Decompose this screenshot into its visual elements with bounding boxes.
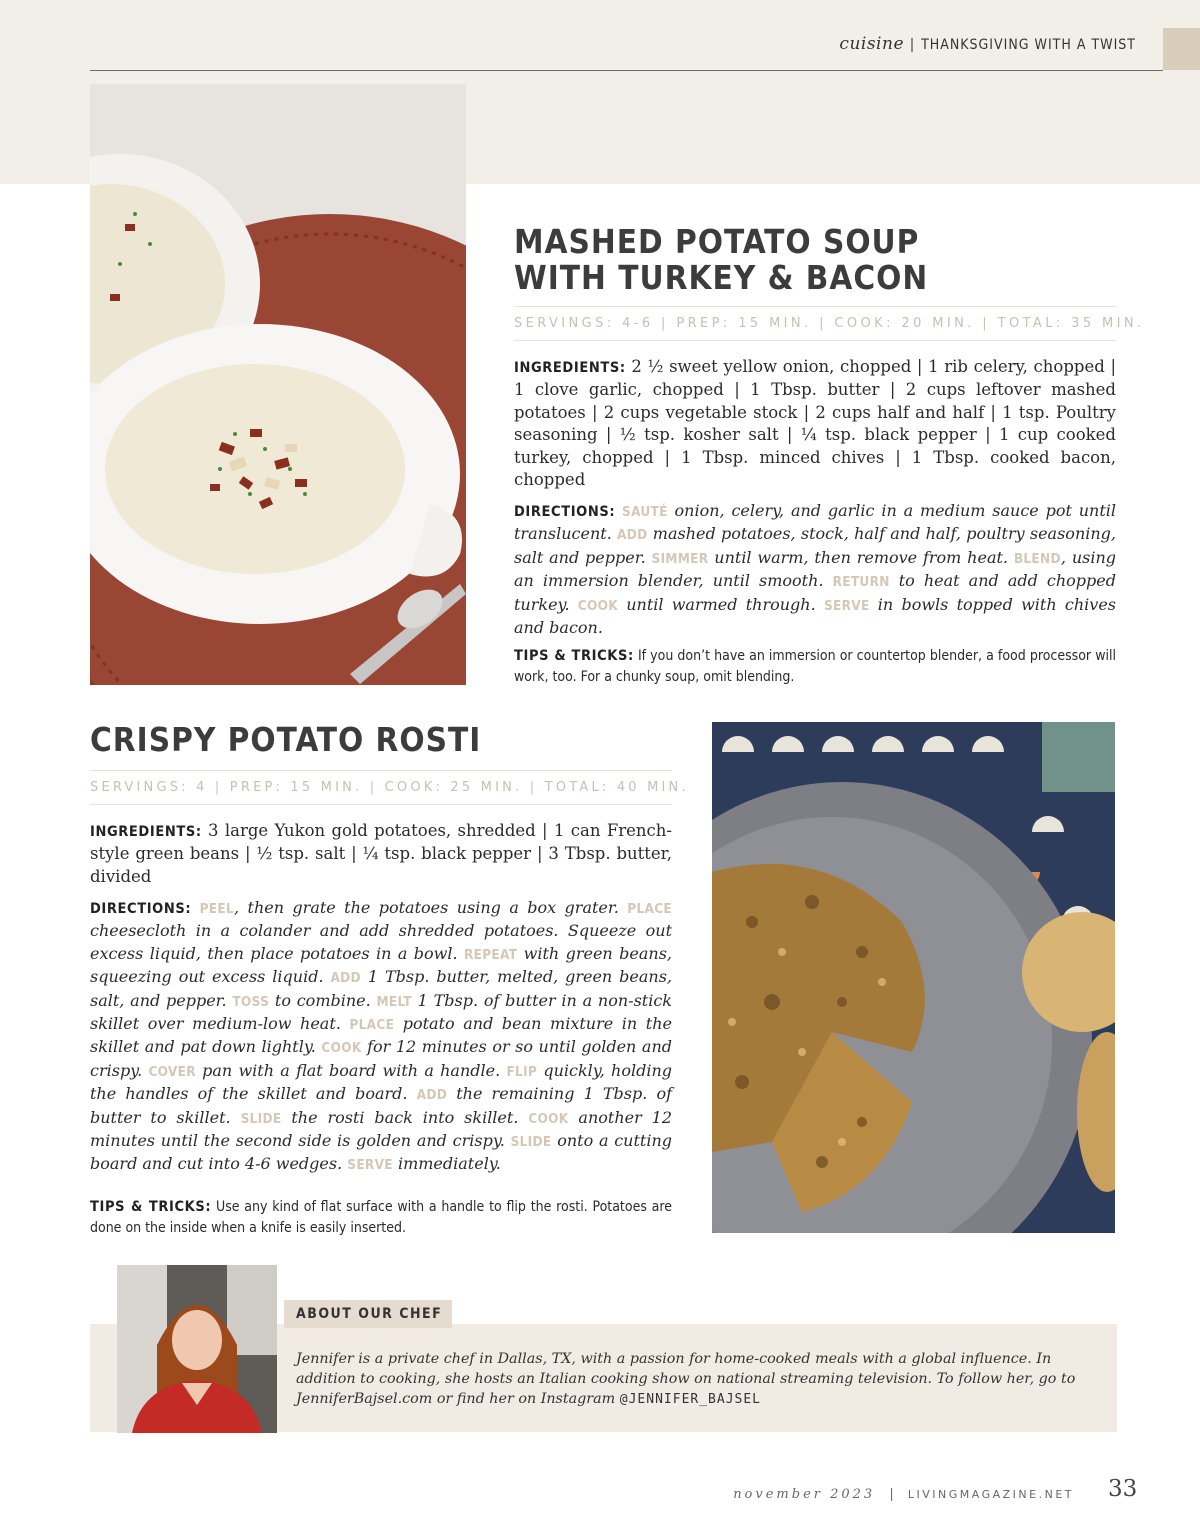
recipe1-directions <box>514 500 1116 639</box>
r2-step-text: immediately. <box>392 1154 501 1174</box>
chef-bio-text: Jennifer is a private chef in Dallas, TX, with a passion for home-cooked meals with a global influence. In addition to cooking, she hosts an Italian cooking show on national streaming television. To follow her, go to JenniferBajsel.com or find her on Instagram <box>296 1351 1076 1407</box>
r2-step-text: another 12 minutes until the second side is golden and crispy. <box>90 1107 673 1151</box>
r2-step-text: cheesecloth in a colander and add shredded potatoes. Squeeze out excess liquid, then place potatoes in a bowl. <box>90 921 672 963</box>
chef-photo <box>117 1265 277 1433</box>
recipe2-title: CRISPY POTATO ROSTI <box>90 720 482 759</box>
r2-step-0 <box>200 898 628 917</box>
recipe2-meta: SERVINGS: 4 | PREP: 15 MIN. | COOK: 25 MIN. | TOTAL: 40 MIN. <box>90 770 672 805</box>
recipe1-tips <box>514 646 1116 687</box>
soup-photo-illustration <box>90 84 466 685</box>
r1-step-verb: COOK <box>577 597 618 614</box>
r2-step-verb: SERVE <box>347 1157 393 1174</box>
r1-step-verb: BLEND <box>1013 550 1061 567</box>
r2-step-4 <box>232 991 376 1010</box>
recipe2-ingredients-text: 3 large Yukon gold potatoes, shredded | 1 can French-style green beans | ½ tsp. salt | ¼ tsp. black pepper | 3 Tbsp. butter, divided <box>90 821 672 886</box>
recipe1-title <box>514 224 928 295</box>
r2-step-text: pan with a flat board with a handle. <box>195 1060 507 1080</box>
header-tab <box>1163 28 1200 70</box>
r1-step-5 <box>578 595 824 614</box>
r2-step-verb: TOSS <box>232 993 270 1010</box>
r2-step-verb: SLIDE <box>510 1134 552 1151</box>
recipe2-ingredients <box>90 820 672 888</box>
r1-step-verb: ADD <box>617 527 648 544</box>
recipe1-meta: SERVINGS: 4-6 | PREP: 15 MIN. | COOK: 20 MIN. | TOTAL: 35 MIN. <box>514 306 1116 341</box>
r1-step-verb: SAUTÉ <box>622 504 668 520</box>
r2-step-text: the remaining 1 Tbsp. of butter to skillet. <box>90 1084 673 1127</box>
recipe2-tips <box>90 1197 672 1238</box>
header-section-title: THANKSGIVING WITH A TWIST <box>921 37 1136 53</box>
rosti-photo-illustration <box>712 722 1115 1233</box>
r2-step-14 <box>347 1154 501 1173</box>
page-number: 33 <box>1108 1476 1138 1502</box>
r1-step-text: , using an immersion blender, until smooth. <box>514 547 1116 591</box>
r2-step-verb: MELT <box>376 993 412 1010</box>
recipe1-title-line1: MASHED POTATO SOUP <box>514 222 920 261</box>
r1-step-verb: SIMMER <box>651 550 709 567</box>
r1-step-text: onion, celery, and garlic in a medium sauce pot until translucent. <box>514 501 1117 544</box>
r2-step-verb: ADD <box>416 1087 448 1104</box>
r2-step-text: with green beans, squeezing out excess liquid. <box>90 943 672 987</box>
r2-step-verb: FLIP <box>506 1063 538 1080</box>
footer-site: LIVINGMAGAZINE.NET <box>907 1488 1074 1501</box>
r2-step-text: onto a cutting board and cut into 4-6 wedges. <box>90 1131 673 1174</box>
r2-step-verb: COOK <box>321 1040 362 1057</box>
recipe1-ingredients <box>514 356 1116 491</box>
r2-step-text: 1 Tbsp. of butter in a non-stick skillet over medium-low heat. <box>90 990 672 1034</box>
r2-step-verb: COVER <box>148 1063 196 1080</box>
recipe1-title-line2: WITH TURKEY & BACON <box>514 257 929 297</box>
r2-step-text: the rosti back into skillet. <box>281 1107 529 1127</box>
r2-step-text: potato and bean mixture in the skillet and pat down lightly. <box>90 1014 672 1057</box>
chef-label: ABOUT OUR CHEF <box>284 1300 452 1328</box>
r2-step-verb: REPEAT <box>463 946 518 963</box>
r2-step-text: to combine. <box>269 990 377 1010</box>
recipe2-tips-text: Use any kind of flat surface with a handle to flip the rosti. Potatoes are done on the inside when a knife is easily inserted. <box>90 1199 673 1236</box>
soup-photo <box>90 84 466 685</box>
r1-step-text: until warmed through. <box>617 594 824 614</box>
r2-step-verb: SLIDE <box>240 1110 282 1127</box>
recipe2-directions <box>90 897 672 1177</box>
r1-step-2 <box>652 548 1014 567</box>
r2-step-verb: ADD <box>330 970 361 987</box>
r2-step-11 <box>241 1108 529 1127</box>
chef-portrait-illustration <box>117 1265 277 1433</box>
recipe2-ingredients-label: INGREDIENTS: <box>90 824 202 840</box>
recipe2-tips-label: TIPS & TRICKS: <box>90 1199 212 1215</box>
r1-step-verb: RETURN <box>832 574 890 591</box>
recipe1-ingredients-text: 2 ½ sweet yellow onion, chopped | 1 rib celery, chopped | 1 clove garlic, chopped | 1 Tbsp. butter | 2 cups leftover mashed potatoes | 2 cups vegetable stock | 2 cups half and half | 1 tsp. Poultry seasoning | ½ tsp. kosher salt | ¼ tsp. black pepper | 1 cup cooked turkey, chopped | 1 Tbsp. minced chives | 1 Tbsp. cooked bacon, chopped <box>514 357 1116 490</box>
recipe1-directions-label: DIRECTIONS: <box>514 504 616 520</box>
r1-step-text: mashed potatoes, stock, half and half, poultry seasoning, salt and pepper. <box>514 524 1116 567</box>
running-header <box>839 34 1136 54</box>
r2-step-verb: PEEL <box>199 901 235 917</box>
r2-step-8 <box>148 1061 506 1080</box>
r1-step-text: to heat and add chopped turkey. <box>514 571 1117 614</box>
recipe1-tips-label: TIPS & TRICKS: <box>514 648 634 664</box>
r2-step-verb: COOK <box>528 1110 569 1127</box>
r2-step-text: quickly, holding the handles of the skillet and board. <box>90 1060 672 1104</box>
chef-instagram-handle: @JENNIFER_BAJSEL <box>619 1392 762 1407</box>
r2-step-text: , then grate the potatoes using a box grater. <box>234 898 628 917</box>
footer-separator: | <box>889 1487 894 1502</box>
footer <box>733 1487 1074 1502</box>
r1-step-text: in bowls topped with chives and bacon. <box>514 594 1116 638</box>
recipe1-ingredients-label: INGREDIENTS: <box>514 360 626 376</box>
chef-bio <box>296 1349 1096 1410</box>
r2-step-text: 1 Tbsp. butter, melted, green beans, salt, and pepper. <box>90 967 673 1010</box>
r2-step-verb: PLACE <box>349 1017 395 1034</box>
r2-step-text: for 12 minutes or so until golden and crispy. <box>90 1037 672 1080</box>
r1-step-verb: SERVE <box>823 597 870 614</box>
recipe2-directions-label: DIRECTIONS: <box>90 901 192 917</box>
r1-step-text: until warm, then remove from heat. <box>708 547 1014 567</box>
header-section-italic: cuisine <box>839 34 904 54</box>
header-separator: | <box>909 37 916 53</box>
header-rule <box>90 70 1163 71</box>
rosti-photo <box>712 722 1115 1233</box>
recipe1-tips-text: If you don’t have an immersion or countertop blender, a food processor will work, too. For a chunky soup, omit blending. <box>514 648 1116 685</box>
footer-month: november 2023 <box>733 1487 876 1502</box>
r2-step-verb: PLACE <box>627 901 672 917</box>
